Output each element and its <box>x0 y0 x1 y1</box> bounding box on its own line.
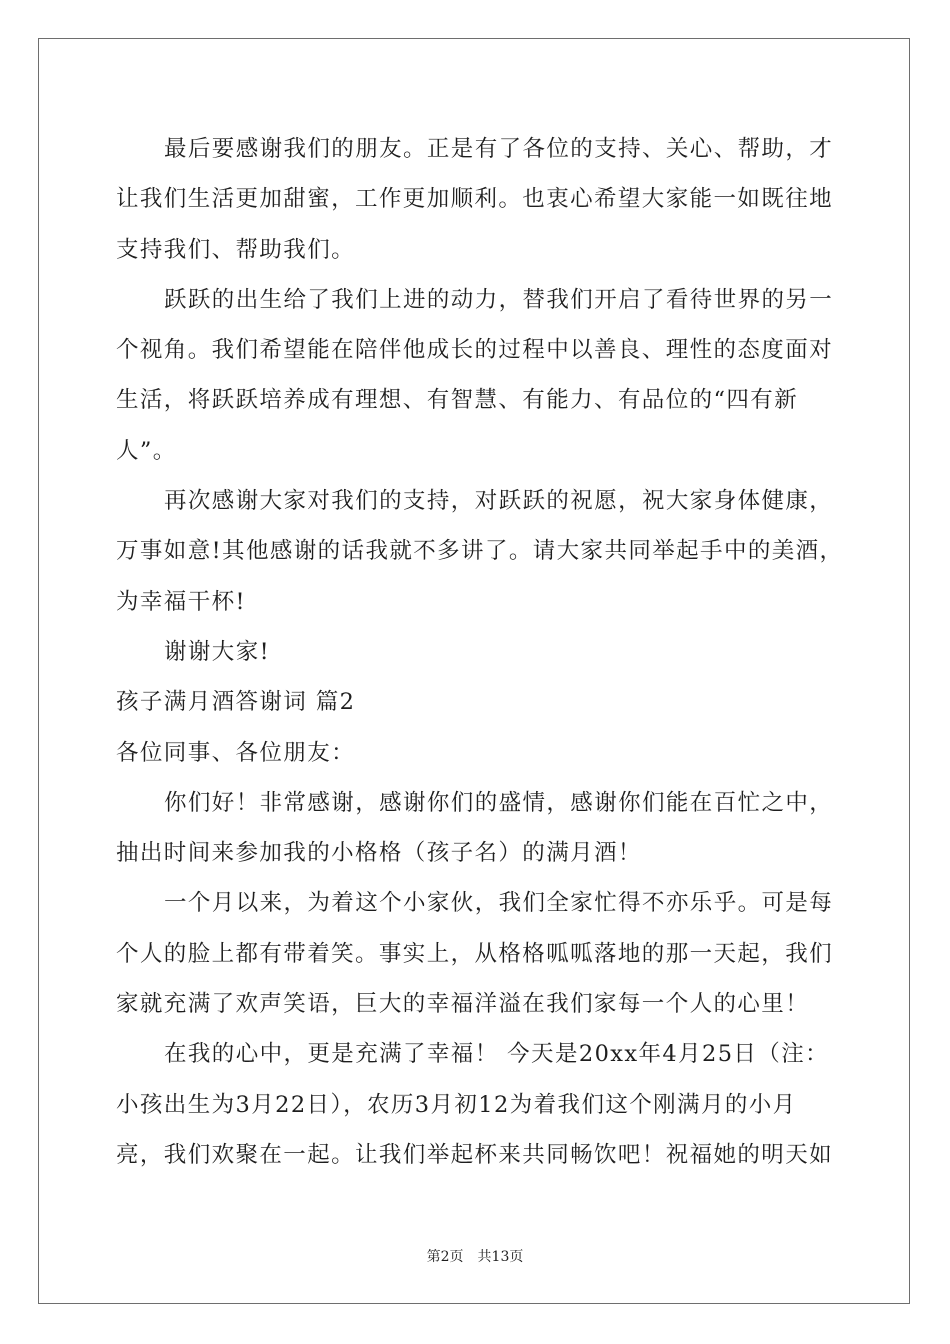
text-line: 孩子满月酒答谢词 篇2 <box>116 689 356 716</box>
text-line: 最后要感谢我们的朋友。正是有了各位的支持、关心、帮助，才 <box>164 136 834 162</box>
text-line: 各位同事、各位朋友： <box>116 739 356 766</box>
text-line: 万事如意!其他感谢的话我就不多讲了。请大家共同举起手中的美酒， <box>116 538 844 565</box>
text-line: 家就充满了欢声笑语，巨大的幸福洋溢在我们家每一个人的心里！ <box>116 991 810 1018</box>
text-line: 你们好！非常感谢，感谢你们的盛情，感谢你们能在百忙之中， <box>164 789 834 816</box>
text-line: 谢谢大家! <box>164 638 271 665</box>
text-line: 为幸福干杯! <box>116 588 246 615</box>
text-line: 个视角。我们希望能在陪伴他成长的过程中以善良、理性的态度面对 <box>116 337 834 364</box>
text-line: 抽出时间来参加我的小格格（孩子名）的满月酒！ <box>116 840 642 867</box>
document-body <box>116 124 844 1180</box>
text-line: 让我们生活更加甜蜜，工作更加顺利。也衷心希望大家能一如既往地 <box>116 186 834 213</box>
text-line: 小孩出生为3月22日），农历3月初12为着我们这个刚满月的小月 <box>116 1091 797 1118</box>
text-line: 在我的心中，更是充满了幸福！ 今天是20xx年4月25日（注： <box>164 1041 830 1068</box>
text-line: 一个月以来，为着这个小家伙，我们全家忙得不亦乐乎。可是每 <box>164 890 834 917</box>
text-line: 生活，将跃跃培养成有理想、有智慧、有能力、有品位的“四有新 <box>116 387 799 414</box>
text-line: 再次感谢大家对我们的支持，对跃跃的祝愿，祝大家身体健康， <box>164 488 834 515</box>
text-line: 支持我们、帮助我们。 <box>116 236 356 263</box>
text-line: 跃跃的出生给了我们上进的动力，替我们开启了看待世界的另一 <box>164 286 834 313</box>
text-line: 亮，我们欢聚在一起。让我们举起杯来共同畅饮吧！祝福她的明天如 <box>116 1141 834 1168</box>
page-footer <box>0 1246 950 1266</box>
page-number: 第2页 <box>426 1249 464 1265</box>
page-total: 共13页 <box>477 1249 524 1265</box>
text-line: 人”。 <box>116 437 177 464</box>
text-line: 个人的脸上都有带着笑。事实上，从格格呱呱落地的那一天起，我们 <box>116 940 834 967</box>
